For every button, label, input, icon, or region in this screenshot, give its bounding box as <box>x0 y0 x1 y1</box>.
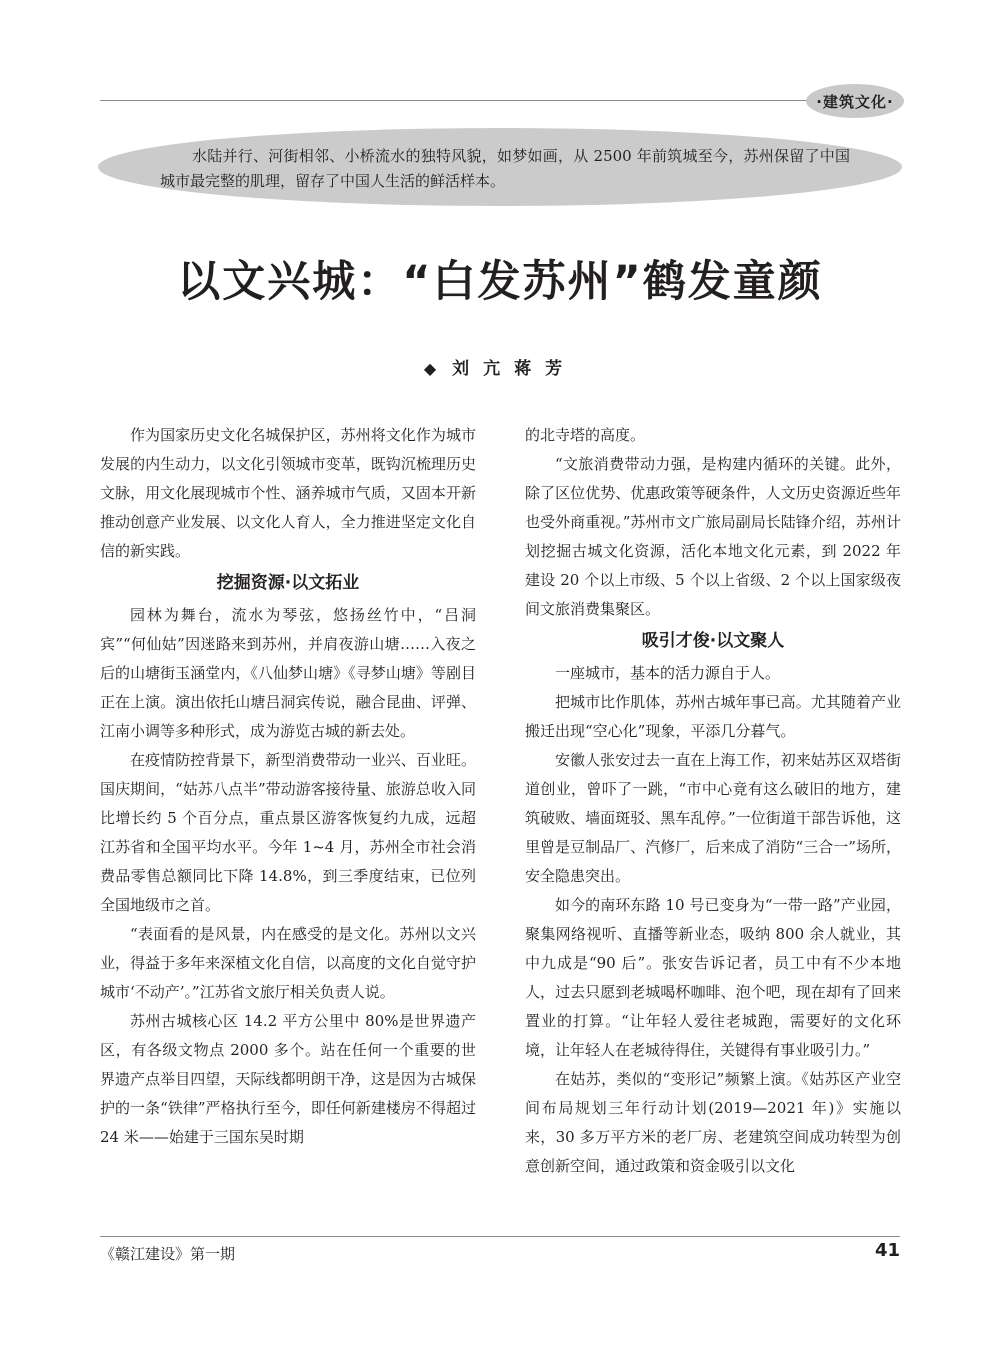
paragraph: 一座城市，基本的活力源自于人。 <box>555 664 781 682</box>
section-heading: 吸引才俊·以文聚人 <box>641 631 785 651</box>
footer-rule <box>100 1236 900 1237</box>
lead-paragraph: 水陆并行、河街相邻、小桥流水的独特风貌，如梦如画，从 2500 年前筑城至今，苏州保留了中国城市最完整的肌理，留存了中国人生活的鲜活样本。 <box>160 147 850 190</box>
paragraph: “文旅消费带动力强，是构建内循环的关键。此外，除了区位优势、优惠政策等硬条件，人文历史资源近些年也受外商重视。”苏州市文广旅局副局长陆锋介绍，苏州计划挖掘古城文化资源，活化本地文化元素，到 2022 年建设 20 个以上市级、5 个以上省级、2 个以上国家级夜间文旅消费集聚区。 <box>525 455 901 618</box>
page-number: 41 <box>874 1240 900 1261</box>
journal-name: 《赣江建设》第一期 <box>100 1245 236 1263</box>
paragraph-continuation: 的北寺塔的高度。 <box>525 426 646 444</box>
section-heading: 挖掘资源·以文拓业 <box>216 573 360 593</box>
right-column <box>525 421 901 1181</box>
paragraph: 安徽人张安过去一直在上海工作，初来姑苏区双塔街道创业，曾吓了一跳，“市中心竟有这么破旧的地方，建筑破败、墙面斑驳、黑车乱停。”一位街道干部告诉他，这里曾是豆制品厂、汽修厂，后来成了消防“三合一”场所，安全隐患突出。 <box>525 751 901 885</box>
article-title: 以文兴城：“白发苏州”鹤发童颜 <box>177 257 823 307</box>
diamond-icon: ◆ <box>423 359 437 378</box>
byline <box>0 354 1000 379</box>
paragraph: 苏州古城核心区 14.2 平方公里中 80%是世界遗产区，有各级文物点 2000 多个。站在任何一个重要的世界遗产点举目四望，天际线都明朗干净，这是因为古城保护的一条“铁律”严格执行至今，即任何新建楼房不得超过 24 米——始建于三国东吴时期 <box>100 1012 476 1146</box>
paragraph: 作为国家历史文化名城保护区，苏州将文化作为城市发展的内生动力，以文化引领城市变革，既钩沉梳理历史文脉，用文化展现城市个性、涵养城市气质，又固本开新推动创意产业发展、以文化人育人，全力推进坚定文化自信的新实践。 <box>100 426 476 560</box>
paragraph: “表面看的是风景，内在感受的是文化。苏州以文兴业，得益于多年来深植文化自信，以高度的文化自觉守护城市‘不动产’。”江苏省文旅厅相关负责人说。 <box>100 925 476 1001</box>
paragraph: 把城市比作肌体，苏州古城年事已高。尤其随着产业搬迁出现“空心化”现象，平添几分暮气。 <box>525 693 901 740</box>
header-rule <box>100 100 820 101</box>
paragraph: 在姑苏，类似的“变形记”频繁上演。《姑苏区产业空间布局规划三年行动计划(2019—2021 年)》实施以来，30 多万平方米的老厂房、老建筑空间成功转型为创意创新空间，通过政策和资金吸引以文化 <box>525 1070 901 1175</box>
author-names: 刘亢蒋芳 <box>452 359 577 379</box>
paragraph: 园林为舞台，流水为琴弦，悠扬丝竹中，“吕洞宾”“何仙姑”因迷路来到苏州，并肩夜游山塘……入夜之后的山塘街玉涵堂内，《八仙梦山塘》《寻梦山塘》等剧目正在上演。演出依托山塘吕洞宾传说，融合昆曲、评弹、江南小调等多种形式，成为游览古城的新去处。 <box>100 606 476 740</box>
paragraph: 在疫情防控背景下，新型消费带动一业兴、百业旺。国庆期间，“姑苏八点半”带动游客接待量、旅游总收入同比增长约 5 个百分点，重点景区游客恢复约九成，远超江苏省和全国平均水平。今年 1~4 月，苏州全市社会消费品零售总额同比下降 14.8%，到三季度结束，已位列全国地级市之首。 <box>100 751 476 914</box>
left-column <box>100 421 476 1152</box>
section-badge: ·建筑文化· <box>806 84 904 118</box>
paragraph: 如今的南环东路 10 号已变身为“一带一路”产业园，聚集网络视听、直播等新业态，吸纳 800 余人就业，其中九成是“90 后”。张安告诉记者，员工中有不少本地人，过去只愿到老城喝杯咖啡、泡个吧，现在却有了回来置业的打算。“让年轻人爱往老城跑，需要好的文化环境，让年轻人在老城待得住，关键得有事业吸引力。” <box>525 896 901 1059</box>
